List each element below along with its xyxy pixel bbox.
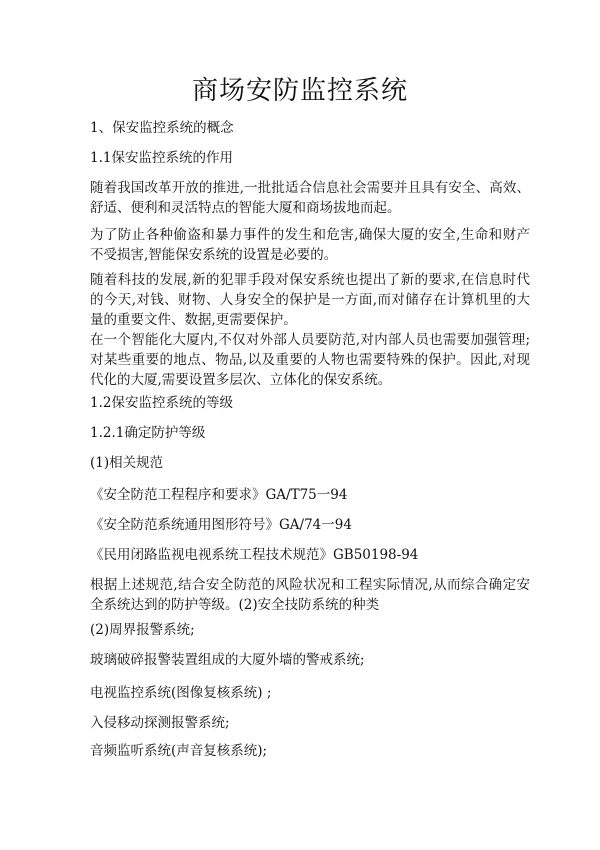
paragraph: 随着我国改革开放的推进,一批批适合信息社会需要并且具有安全、高效、舒适、便利和灵活特点的智能大厦和商场拔地而起。 [90, 180, 530, 216]
paragraph: 在一个智能化大厦内,不仅对外部人员要防范,对内部人员也需要加强管理;对某些重要的地点、物品,以及重要的人物也需要特殊的保护。因此,对现代化的大厦,需要设置多层次、立体化的保安系统。 [90, 332, 530, 388]
paragraph: 随着科技的发展,新的犯罪手段对保安系统也提出了新的要求,在信息时代的今天,对钱、财物、人身安全的保护是一方面,而对储存在计算机里的大量的重要文件、数据,更需要保护。 [90, 272, 530, 328]
subsection-heading: 1.2.1确定防护等级 [90, 425, 206, 441]
paragraph: 为了防止各种偷盗和暴力事件的发生和危害,确保大厦的安全,生命和财产不受损害,智能保安系统的设置是必要的。 [90, 227, 530, 263]
list-heading: (2)周界报警系统; [90, 622, 195, 638]
list-heading: (1)相关规范 [90, 455, 164, 471]
list-item: 玻璃破碎报警装置组成的大厦外墙的警戒系统; [90, 652, 365, 668]
list-item: 入侵移动探测报警系统; [90, 715, 230, 731]
list-item: 音频监听系统(声音复核系统); [90, 743, 268, 759]
section-heading: 1、保安监控系统的概念 [90, 120, 234, 136]
paragraph: 根据上述规范,结合安全防范的风险状况和工程实际情况,从而综合确定安全系统达到的防护等级。(2)安全技防系统的种类 [90, 577, 530, 613]
subsection-heading: 1.1保安监控系统的作用 [90, 150, 233, 166]
document-title: 商场安防监控系统 [191, 76, 408, 106]
list-item: 电视监控系统(图像复核系统) ; [90, 685, 272, 701]
subsection-heading: 1.2保安监控系统的等级 [90, 395, 233, 411]
reference-item: 《安全防范系统通用图形符号》GA/74一94 [90, 517, 352, 533]
reference-item: 《安全防范工程程序和要求》GA/T75一94 [90, 487, 348, 503]
reference-item: 《民用闭路监视电视系统工程技术规范》GB50198-94 [90, 547, 419, 563]
